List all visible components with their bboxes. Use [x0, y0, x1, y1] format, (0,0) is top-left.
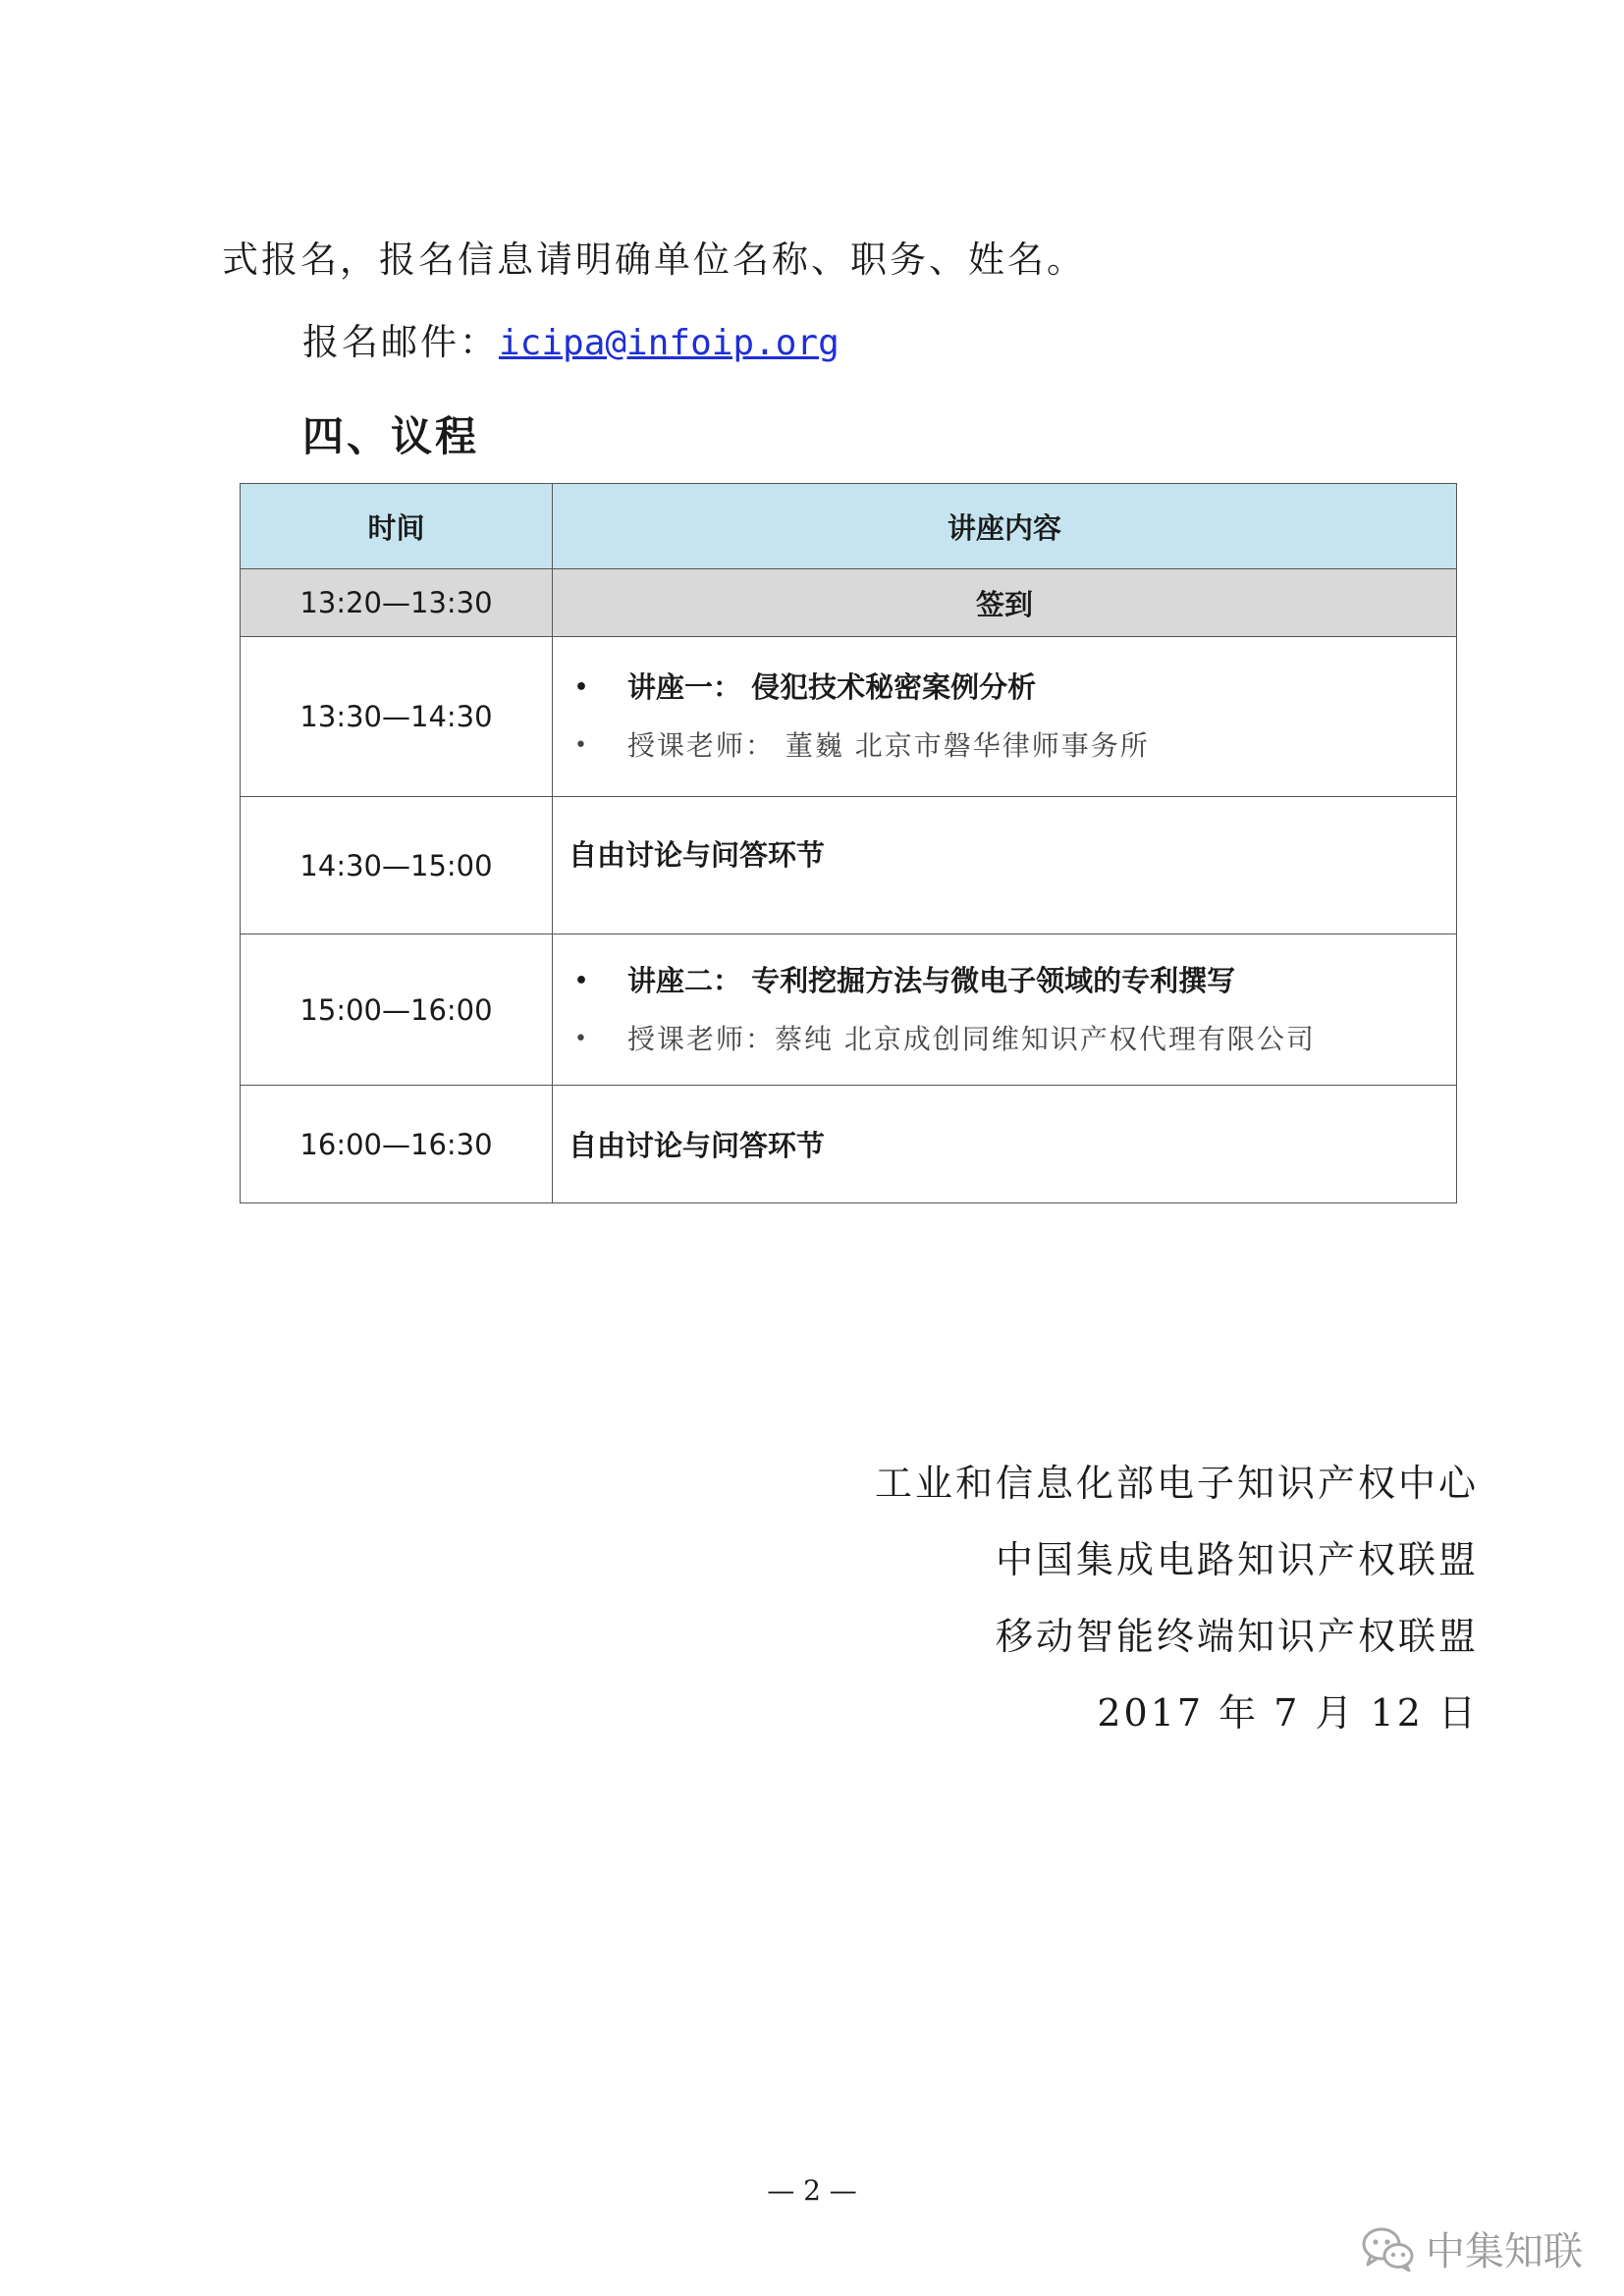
wechat-icon — [1361, 2225, 1416, 2272]
row-time: 13:30—14:30 — [241, 637, 553, 797]
table-row — [241, 797, 1457, 934]
table-row — [241, 934, 1457, 1086]
page-number: — 2 — — [767, 2174, 857, 2207]
registration-email-line — [302, 312, 839, 365]
agenda-table — [240, 483, 1457, 1203]
watermark — [1361, 2220, 1583, 2276]
content-column-header: 讲座内容 — [553, 484, 1457, 569]
agenda-header-row — [241, 484, 1457, 569]
lecture-teacher: 授课老师：蔡纯 北京成创同维知识产权代理有限公司 — [627, 1022, 1316, 1055]
table-row — [241, 637, 1457, 797]
table-row — [241, 569, 1457, 637]
lecture-title-line — [568, 659, 1456, 717]
email-link[interactable]: icipa@infoip.org — [499, 323, 839, 363]
bullet-icon: • — [574, 733, 589, 758]
signature-org-1: 工业和信息化部电子知识产权中心 — [874, 1462, 1479, 1505]
row-time: 13:20—13:30 — [241, 569, 553, 637]
bullet-icon: • — [574, 1026, 589, 1051]
signature-org-3: 移动智能终端知识产权联盟 — [995, 1615, 1479, 1658]
row-time: 14:30—15:00 — [241, 797, 553, 934]
time-column-header: 时间 — [241, 484, 553, 569]
lecture-teacher: 授课老师： 董巍 北京市磐华律师事务所 — [627, 729, 1150, 762]
row-content — [553, 1086, 1457, 1203]
signature-date: 2017 年 7 月 12 日 — [1097, 1691, 1479, 1735]
table-row — [241, 1086, 1457, 1203]
bullet-icon: • — [574, 968, 589, 993]
lecture-title-line — [568, 952, 1456, 1010]
lecture-teacher-line — [568, 717, 1456, 774]
agenda-heading: 四、议程 — [302, 412, 480, 460]
watermark-text: 中集知联 — [1426, 2229, 1583, 2274]
registration-paragraph: 式报名，报名信息请明确单位名称、职务、姓名。 — [222, 239, 1086, 281]
lecture-title: 讲座一： 侵犯技术秘密案例分析 — [627, 670, 1037, 704]
row-content — [553, 934, 1457, 1086]
row-time: 16:00—16:30 — [241, 1086, 553, 1203]
row-content — [553, 637, 1457, 797]
row-content — [553, 797, 1457, 934]
discussion-label: 自由讨论与问答环节 — [568, 1129, 826, 1162]
lecture-title: 讲座二： 专利挖掘方法与微电子领域的专利撰写 — [627, 963, 1236, 997]
signature-org-2: 中国集成电路知识产权联盟 — [995, 1538, 1479, 1581]
email-label: 报名邮件： — [302, 321, 499, 363]
lecture-teacher-line — [568, 1010, 1456, 1068]
row-time: 15:00—16:00 — [241, 934, 553, 1086]
row-content: 签到 — [553, 569, 1457, 637]
bullet-icon: • — [574, 675, 589, 700]
discussion-label: 自由讨论与问答环节 — [568, 838, 826, 872]
